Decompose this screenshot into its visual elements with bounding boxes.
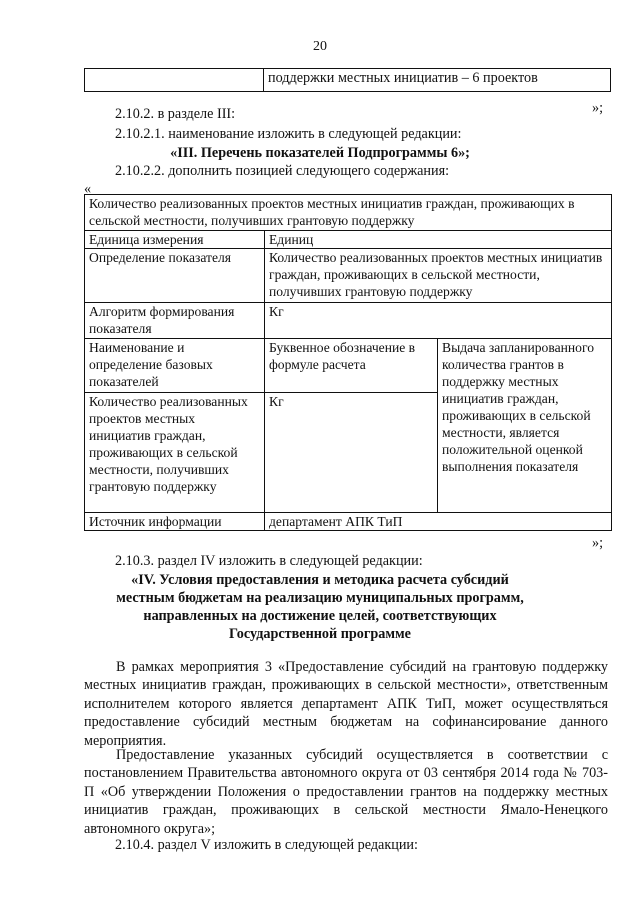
body-paragraph-1-block <box>84 658 608 750</box>
unit-value-cell: Единиц <box>265 231 612 249</box>
page-number: 20 <box>313 39 327 54</box>
top-table-empty-cell <box>85 69 264 92</box>
heading-iv-line-3: направленных на достижение целей, соответствующих <box>143 608 497 624</box>
algorithm-value-cell: Кг <box>265 303 612 339</box>
evaluation-cell: Выдача запланированного количества грантов в поддержку местных инициатив граждан, проживающих в сельской местности, является положительной оценкой выполнения показателя <box>438 339 612 513</box>
clause-2-10-3: 2.10.3. раздел IV изложить в следующей редакции: <box>115 553 423 569</box>
closing-quote: »; <box>592 100 604 116</box>
algorithm-label-cell: Алгоритм формирования показателя <box>85 303 265 339</box>
heading-iv-line-4: Государственной программе <box>229 626 411 642</box>
base-indicator-name-cell: Количество реализованных проектов местных инициатив граждан, проживающих в сельской местности, получивших грантовую поддержку <box>85 393 265 513</box>
indicator-table <box>84 194 612 531</box>
clause-2-10-2-1: 2.10.2.1. наименование изложить в следующей редакции: <box>115 126 462 142</box>
top-table-fragment <box>84 68 611 92</box>
heading-iv-line-2: местным бюджетам на реализацию муниципальных программ, <box>116 590 524 606</box>
base-indicators-label-cell: Наименование и определение базовых показателей <box>85 339 265 393</box>
source-label-cell: Источник информации <box>85 513 265 531</box>
heading-iv-line-1: «IV. Условия предоставления и методика расчета субсидий <box>131 572 509 588</box>
base-indicator-letter-cell: Кг <box>265 393 438 513</box>
top-table-cell: поддержки местных инициатив – 6 проектов <box>264 69 611 92</box>
clause-2-10-4: 2.10.4. раздел V изложить в следующей редакции: <box>115 837 418 853</box>
unit-label-cell: Единица измерения <box>85 231 265 249</box>
closing-quote-2: »; <box>592 535 604 551</box>
clause-2-10-2-2: 2.10.2.2. дополнить позицией следующего содержания: <box>115 163 450 179</box>
body-paragraph-2: Предоставление указанных субсидий осуществляется в соответствии с постановлением Правительства автономного округа от 03 сентября 2014 года № 703-П «Об утверждении Положения о предоставлении грантов на поддержку местных инициатив граждан, проживающих в сельской местности Ямало-Ненецкого автономного округа»; <box>84 747 608 837</box>
body-paragraph-2-block <box>84 746 608 838</box>
clause-2-10-2: 2.10.2. в разделе III: <box>115 106 236 122</box>
indicator-title-cell: Количество реализованных проектов местных инициатив граждан, проживающих в сельской местности, получивших грантовую поддержку <box>85 195 612 231</box>
letter-designation-label-cell: Буквенное обозначение в формуле расчета <box>265 339 438 393</box>
body-paragraph-1: В рамках мероприятия 3 «Предоставление субсидий на грантовую поддержку местных инициатив граждан, проживающих в сельской местности», ответственным исполнителем которого является департамент АПК ТиП, может осуществляться предоставление субсидий местным бюджетам на софинансирование данного мероприятия. <box>84 659 608 749</box>
source-value-cell: департамент АПК ТиП <box>265 513 612 531</box>
definition-value-cell: Количество реализованных проектов местных инициатив граждан, проживающих в сельской местности, получивших грантовую поддержку <box>265 249 612 303</box>
definition-label-cell: Определение показателя <box>85 249 265 303</box>
section-heading-iii: «III. Перечень показателей Подпрограммы 6»; <box>170 145 470 161</box>
opening-quote: « <box>84 181 92 197</box>
